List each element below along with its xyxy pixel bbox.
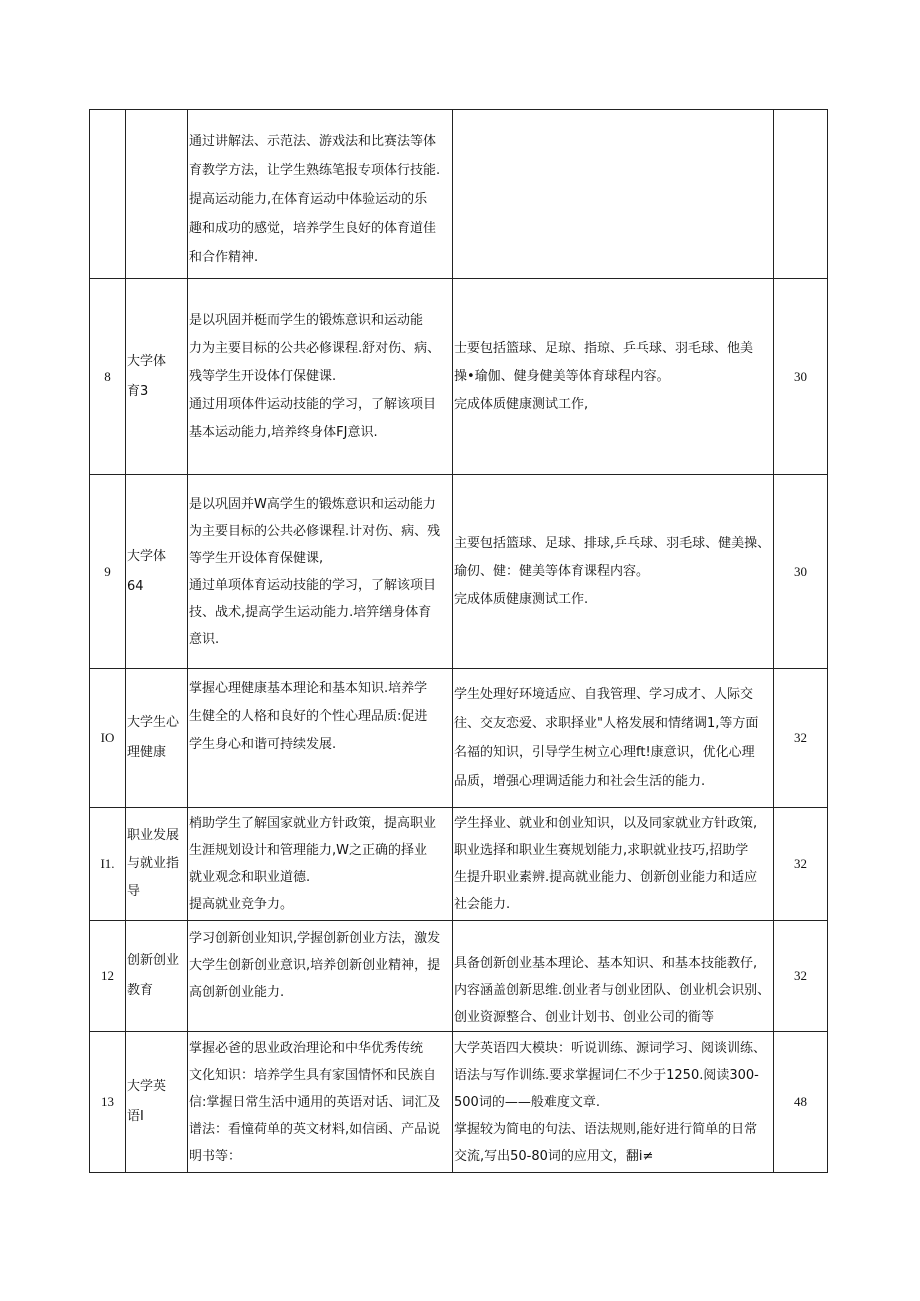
course-content: 大学英语四大模块：听说训练、源词学习、阅谈训练、 语法与写作训练.要求掌握词仁不少于1250.阅读300- 500词的——般难度文章. 掌握较为简电的句法、语法规则,能好进行简单的日常 交流,写出50-80词的应用文，翻i≠ [453,1032,774,1173]
course-name [126,110,188,279]
course-name: 大学生心 理健康 [126,669,188,808]
table-row [90,921,828,1032]
course-number: I1. [90,808,126,921]
course-name: 职业发展 与就业指 导 [126,808,188,921]
course-name: 大学体 育3 [126,279,188,475]
course-content [453,110,774,279]
table-row [90,808,828,921]
course-goal: 学习创新创业知识,学握创新创业方法，激发 大学生创新创业意识,培养创新创业精神，提 高创新创业能力. [188,921,453,1032]
course-number [90,110,126,279]
course-name: 创新创业 教育 [126,921,188,1032]
course-name: 大学英 语I [126,1032,188,1173]
course-number: 9 [90,475,126,669]
course-hours: 32 [774,921,828,1032]
course-goal: 梢助学生了解国家就业方针政策，提高职业 生涯规划设计和管理能力,W之正确的择业 就业观念和职业道德. 提高就业竞争力。 [188,808,453,921]
table-row [90,110,828,279]
table-row [90,669,828,808]
course-goal: 掌握必爸的思业政治理论和中华优秀传统 文化知识：培养学生具有家国情怀和民族自 信:掌握日常生活中通用的英语对话、词汇及 谱法：看憧荷单的英文材料,如信函、产品说 明书等： [188,1032,453,1173]
course-content: 学生择业、就业和创业知识，以及同家就业方针政策, 职业选择和职业生赛规划能力,求职就业技巧,招助学 生提升职业素辨.提高就业能力、创新创业能力和适应 社会能力. [453,808,774,921]
course-content: 主要包括篮球、足球、排球,乒乓球、羽毛球、健美操、 瑜仞、健：健美等体育课程内容。 完成体质健康测试工作. [453,475,774,669]
course-goal: 掌握心理健康基本理论和基本知识.培养学 生健全的人格和良好的个性心理品质:促进 学生身心和谐可持续发展. [188,669,453,808]
course-table [89,109,828,1173]
course-goal: 是以巩固并W高学生的锻炼意识和运动能力 为主要目标的公共必修课程.计对伤、病、残 等学生开设体育保健课, 通过单项体育运动技能的学习，了解该项目 技、战术,提高学生运动能力.培笄缮身体育 意识. [188,475,453,669]
course-number: 13 [90,1032,126,1173]
course-name: 大学体 64 [126,475,188,669]
table-row [90,475,828,669]
course-content: 士要包括篮球、足琼、指琼、乒乓球、羽毛球、他美 操•瑜伽、健身健美等体育球程内容。 完成体质健康测试工作, [453,279,774,475]
course-hours: 30 [774,279,828,475]
course-hours: 48 [774,1032,828,1173]
course-hours: 32 [774,669,828,808]
course-number: IO [90,669,126,808]
course-content: 具备创新创业基本理论、基本知识、和基本技能教仔, 内容涵盖创新思维.创业者与创业团队、创业机会识别、 创业资源整合、创业计划书、创业公司的衜等 [453,921,774,1032]
course-number: 8 [90,279,126,475]
course-goal: 通过讲解法、示范法、游戏法和比赛法等体 育教学方法，让学生熟练笔报专项体行技能. 提高运动能力,在体育运动中体验运动的乐 趣和成功的感觉，培养学生良好的体育道佳 和合作精神. [188,110,453,279]
course-hours: 30 [774,475,828,669]
table-row [90,1032,828,1173]
course-goal: 是以巩固并梃而学生的锻炼意识和运动能 力为主要目标的公共必修课程.舒对伤、病、 残等学生开设体仃保健课. 通过用项体件运动技能的学习，了解该项目 基本运动能力,培养终身体FJ意识. [188,279,453,475]
course-content: 学生处理好环境适应、自我管理、学习成才、人际交 往、交友恋爱、求职择业"人格发展和情绪调1,等方面 名福的知识，引导学生树立心理ft!康意识，优化心理 品质，增强心理调适能力和社会生活的能力. [453,669,774,808]
table-row [90,279,828,475]
course-hours: 32 [774,808,828,921]
course-hours [774,110,828,279]
course-number: 12 [90,921,126,1032]
